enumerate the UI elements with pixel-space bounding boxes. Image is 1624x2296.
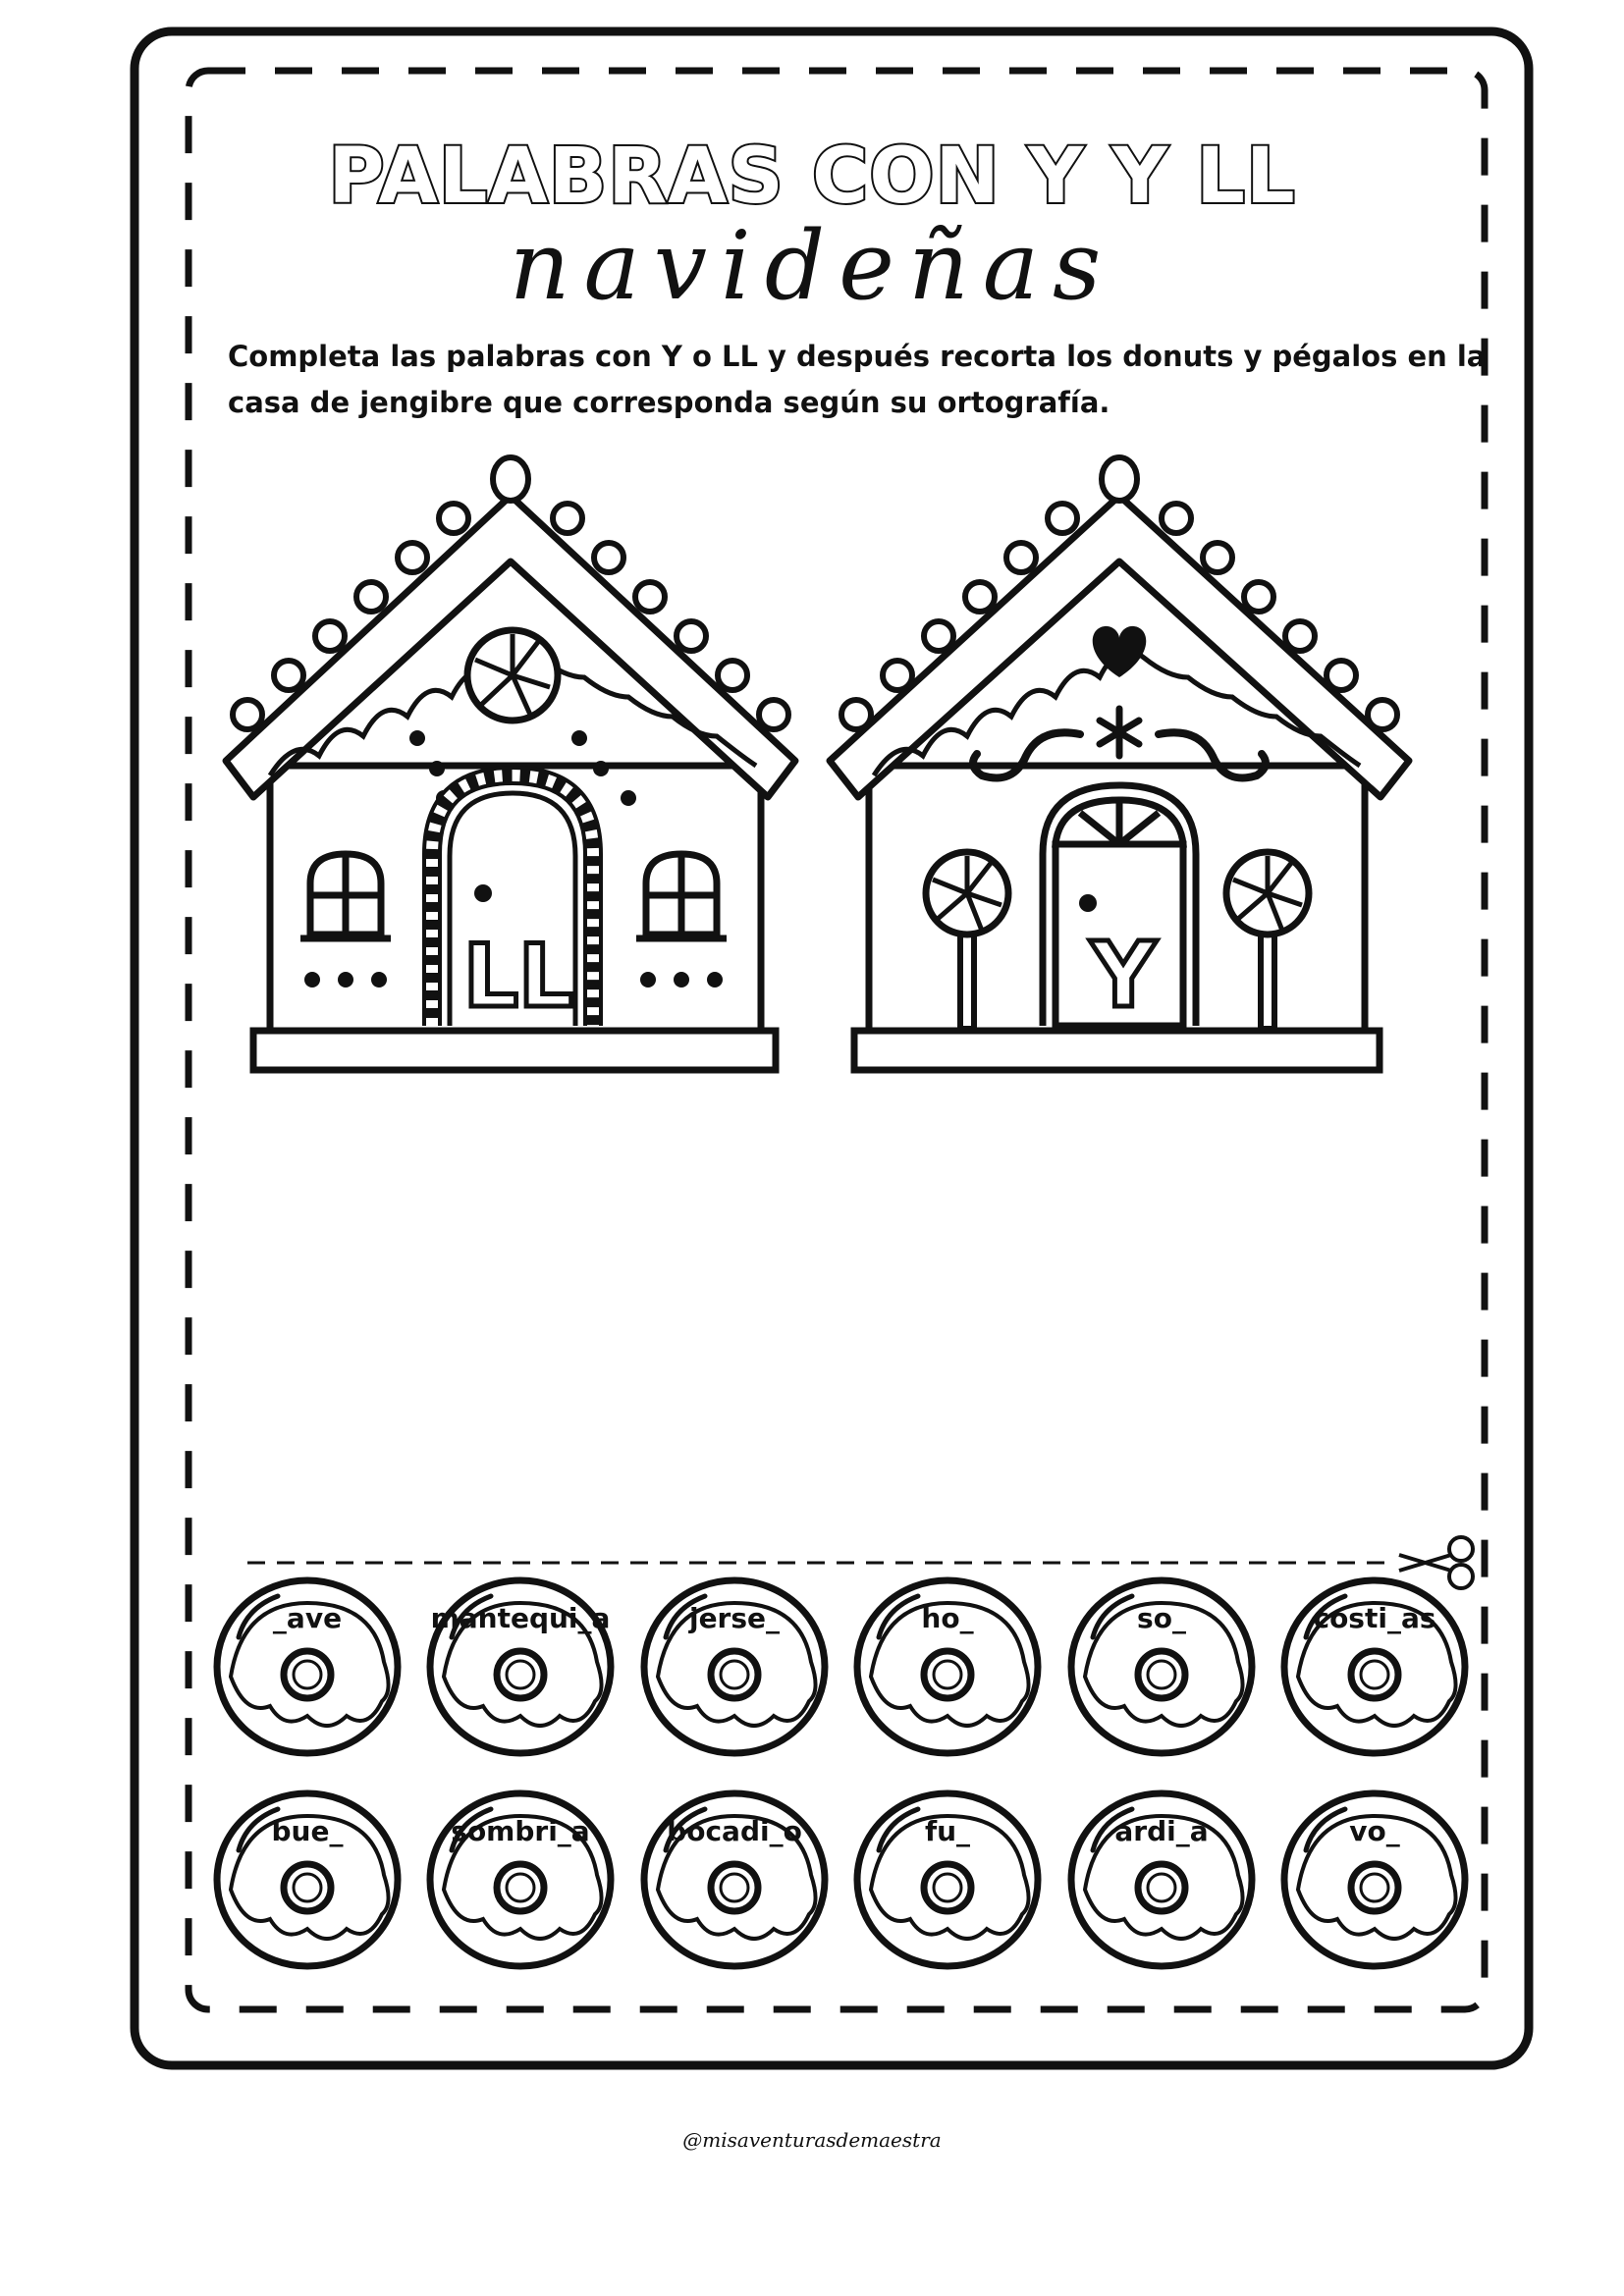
donut-word: mantequi_a (430, 1602, 611, 1634)
donut-cutout[interactable] (1284, 1580, 1465, 1753)
donut-word: _ave (272, 1602, 343, 1634)
lollipop-right-icon (1226, 852, 1309, 1029)
donut-word: ho_ (921, 1602, 974, 1634)
donut-cutout[interactable] (1071, 1580, 1252, 1753)
donut-word: costi_as (1313, 1602, 1436, 1634)
gingerbread-house-y (830, 457, 1409, 1070)
donut-cutout[interactable] (644, 1580, 825, 1753)
donut-cutout[interactable] (1071, 1793, 1252, 1966)
donut-word: so_ (1137, 1602, 1186, 1634)
window-left (300, 854, 391, 938)
donut-word: bue_ (271, 1815, 344, 1847)
donut-word: vo_ (1349, 1815, 1400, 1847)
donut-word: sombri_a (451, 1815, 590, 1847)
swirl-left (973, 732, 1080, 777)
instructions-line-1: Completa las palabras con Y o LL y después recorta los donuts y pégalos en la (228, 340, 1487, 373)
donut-word: jerse_ (688, 1602, 781, 1634)
donut-grid (217, 1580, 1465, 1966)
lollipop-left-icon (926, 852, 1008, 1029)
donut-cutout[interactable] (430, 1793, 611, 1966)
scissors-icon (1399, 1537, 1473, 1588)
snowflake-icon (1100, 709, 1139, 756)
window-right (636, 854, 727, 938)
swirl-right (1159, 732, 1266, 777)
house-base (854, 1031, 1380, 1070)
instructions-line-2: casa de jengibre que corresponda según su ortografía. (228, 386, 1110, 419)
title-script: navideñas (509, 211, 1115, 321)
donut-cutout[interactable] (217, 1793, 398, 1966)
house-base (253, 1031, 776, 1070)
donut-word: fu_ (924, 1815, 971, 1847)
donut-cutout[interactable] (857, 1580, 1038, 1753)
donut-cutout[interactable] (644, 1793, 825, 1966)
house-letter-ll: LL (462, 926, 574, 1027)
donut-cutout[interactable] (857, 1793, 1038, 1966)
door-knob (474, 884, 492, 902)
gingerbread-house-ll (226, 457, 795, 1070)
donut-cutout[interactable] (430, 1580, 611, 1753)
heart-icon (1093, 626, 1147, 677)
door-knob (1079, 894, 1097, 912)
donut-word: bocadi_o (667, 1815, 802, 1847)
donut-cutout[interactable] (217, 1580, 398, 1753)
donut-cutout[interactable] (1284, 1793, 1465, 1966)
instructions (228, 334, 1487, 426)
donut-word: ardi_a (1114, 1815, 1209, 1847)
credit: @misaventurasdemaestra (682, 2128, 942, 2152)
title-block-letters: PALABRAS CON Y Y LL (328, 133, 1296, 221)
peppermint-candy-icon (467, 630, 558, 721)
house-letter-y: Y (1090, 923, 1157, 1028)
